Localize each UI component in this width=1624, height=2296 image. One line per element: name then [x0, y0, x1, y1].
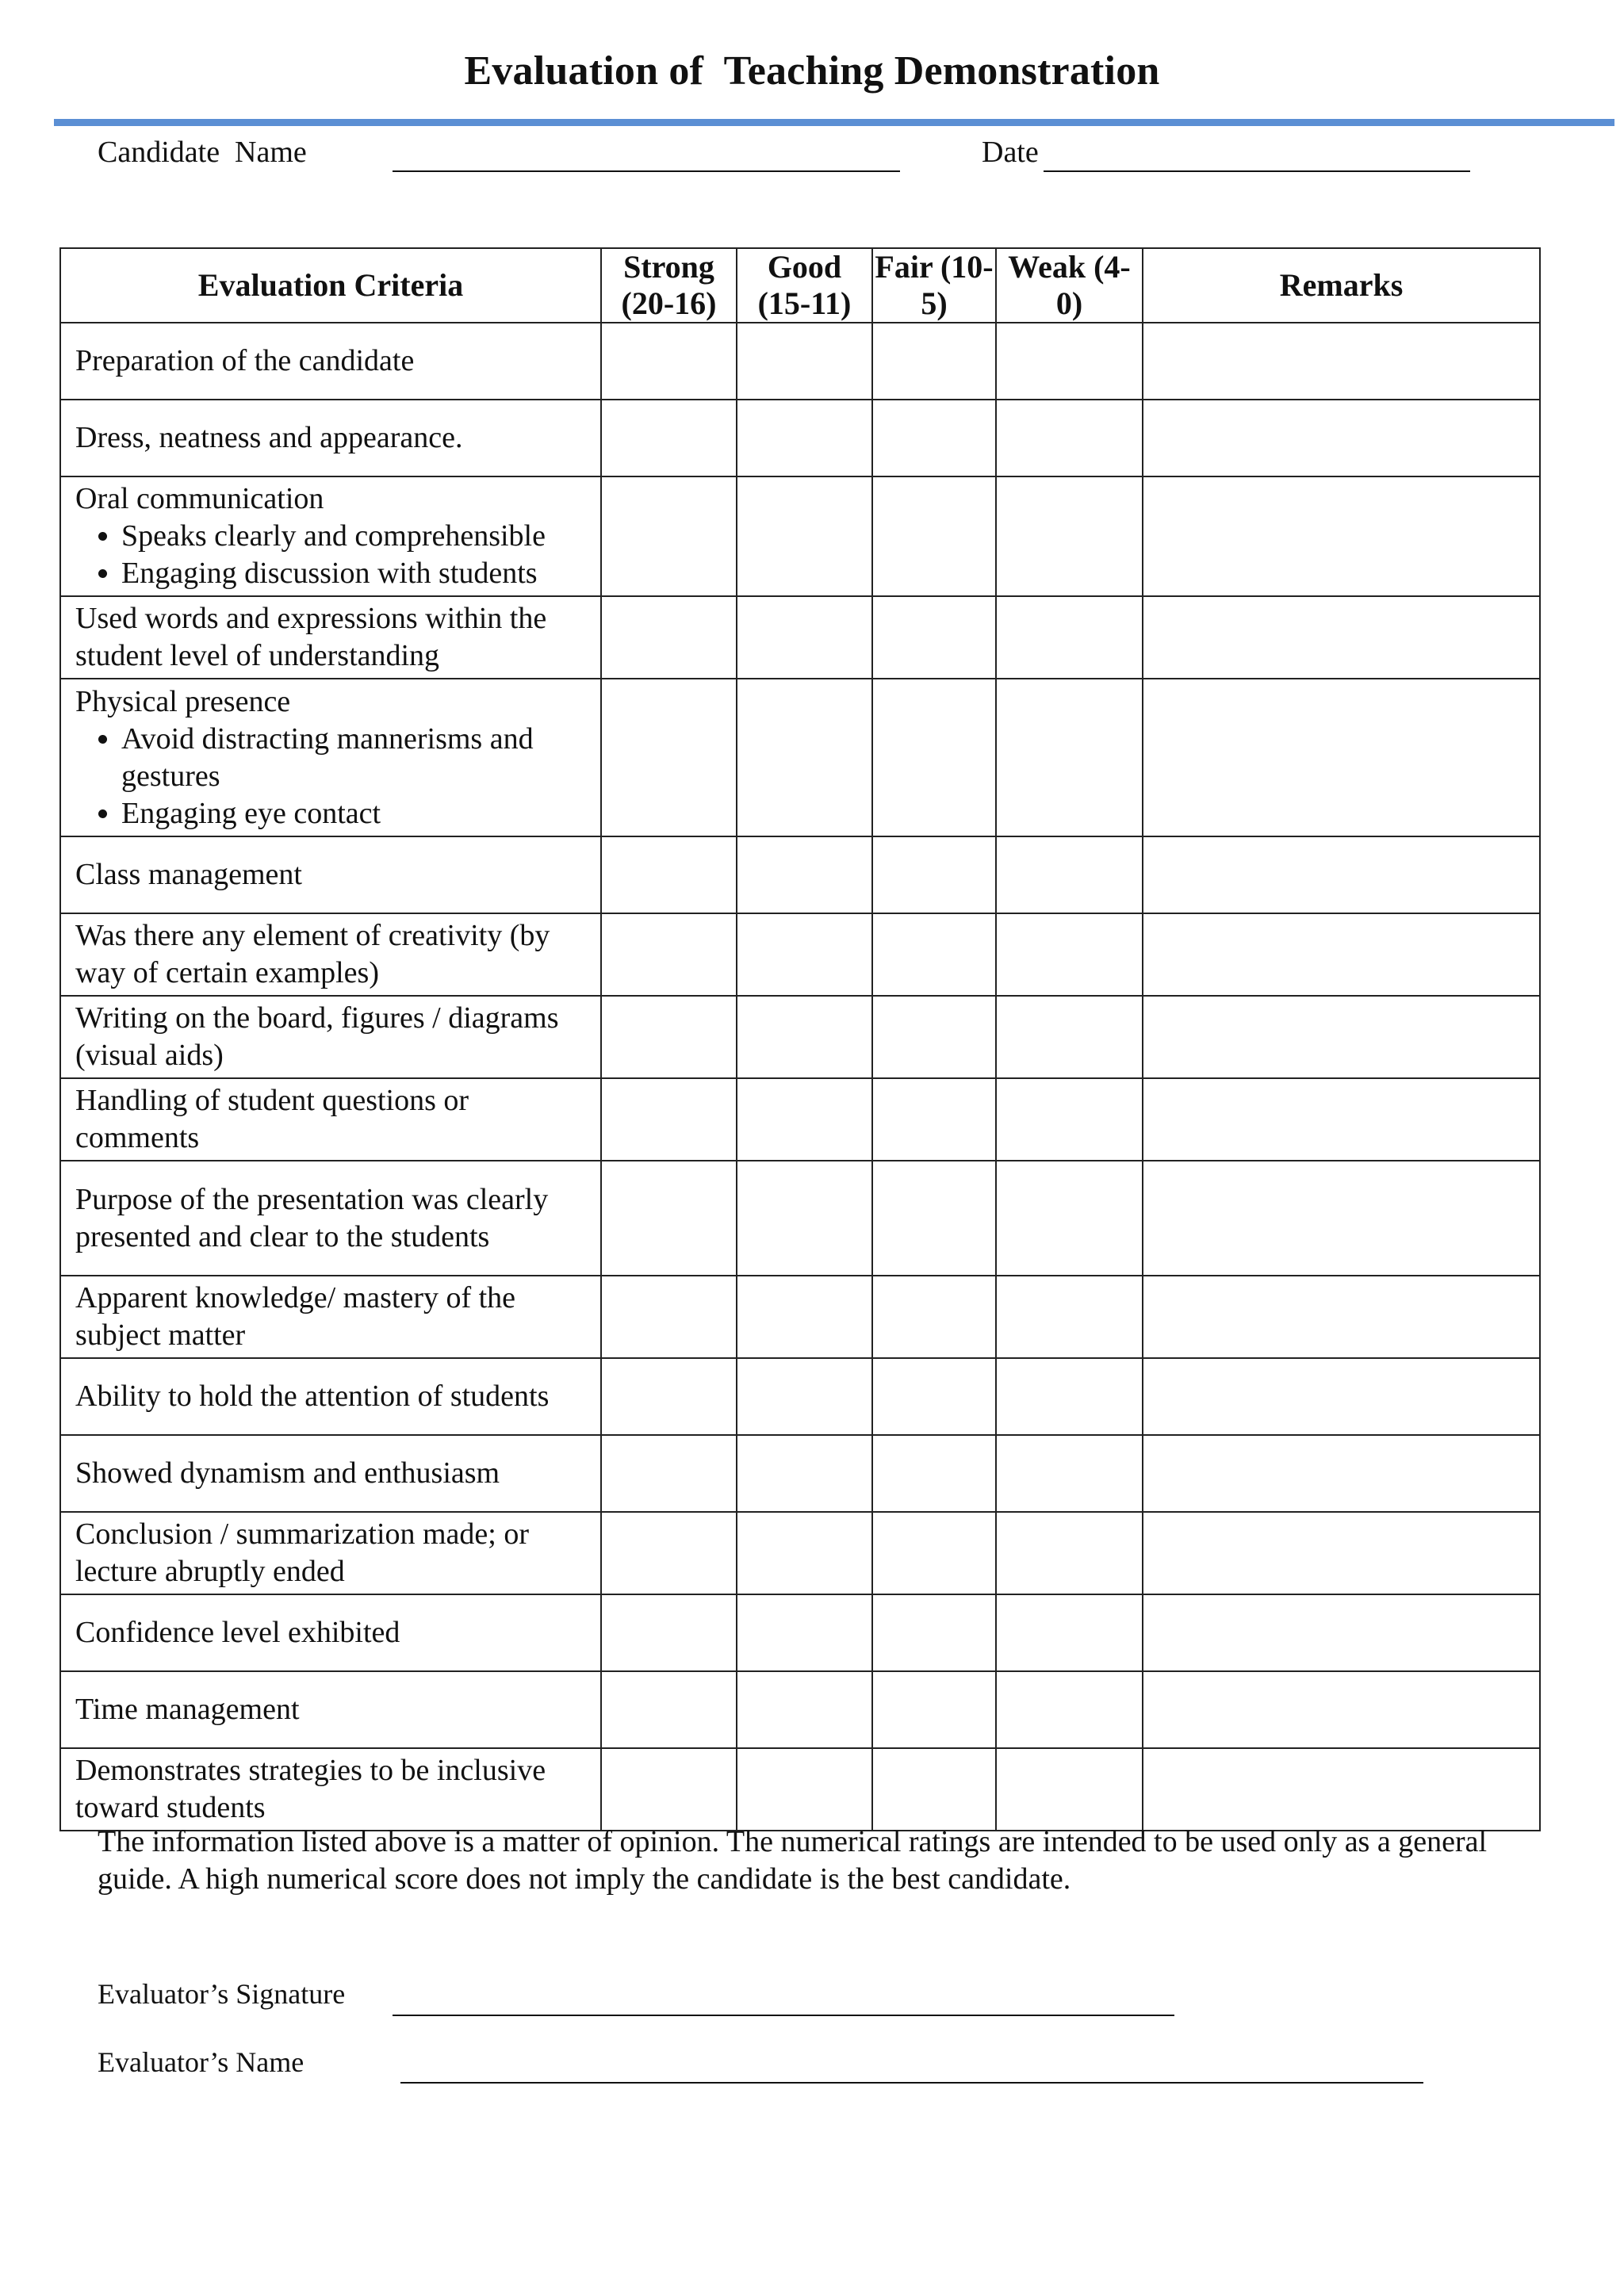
rating-cell-fair[interactable] — [872, 1358, 996, 1435]
rating-cell-fair[interactable] — [872, 323, 996, 400]
candidate-name-field[interactable] — [393, 170, 900, 172]
table-row — [60, 596, 1540, 679]
remarks-cell[interactable] — [1143, 1161, 1540, 1276]
rating-cell-strong[interactable] — [601, 1594, 737, 1671]
table-row — [60, 1276, 1540, 1358]
rating-cell-weak[interactable] — [996, 596, 1143, 679]
rating-cell-fair[interactable] — [872, 476, 996, 596]
table-row — [60, 1748, 1540, 1831]
criteria-cell — [60, 1276, 601, 1358]
table-row — [60, 996, 1540, 1078]
title-divider — [54, 119, 1614, 126]
remarks-cell[interactable] — [1143, 323, 1540, 400]
rating-cell-fair[interactable] — [872, 596, 996, 679]
criteria-label: Class management — [75, 858, 302, 891]
rating-cell-strong[interactable] — [601, 323, 737, 400]
table-row — [60, 1512, 1540, 1594]
rating-cell-good[interactable] — [737, 1748, 872, 1831]
rating-cell-strong[interactable] — [601, 679, 737, 836]
criteria-cell — [60, 679, 601, 836]
evaluator-name-label: Evaluator’s Name — [98, 2046, 304, 2078]
rating-cell-strong[interactable] — [601, 1078, 737, 1161]
criteria-label: Purpose of the presentation was clearly presented and clear to the students — [75, 1182, 549, 1253]
rating-cell-strong[interactable] — [601, 400, 737, 476]
remarks-cell[interactable] — [1143, 1078, 1540, 1161]
table-row — [60, 1435, 1540, 1512]
criteria-label: Demonstrates strategies to be inclusive toward students — [75, 1754, 546, 1824]
rating-cell-fair[interactable] — [872, 836, 996, 913]
rating-cell-weak[interactable] — [996, 400, 1143, 476]
remarks-cell[interactable] — [1143, 1435, 1540, 1512]
criteria-bullet: • Engaging discussion with students — [121, 555, 594, 592]
rating-cell-weak[interactable] — [996, 913, 1143, 996]
criteria-label: Was there any element of creativity (by way of certain examples) — [75, 919, 550, 989]
criteria-cell — [60, 1435, 601, 1512]
rating-cell-strong[interactable] — [601, 1671, 737, 1748]
table-row — [60, 1671, 1540, 1748]
rating-cell-good[interactable] — [737, 323, 872, 400]
criteria-bullet: • Engaging eye contact — [121, 795, 594, 832]
rating-cell-good[interactable] — [737, 1512, 872, 1594]
rating-cell-good[interactable] — [737, 596, 872, 679]
rating-cell-weak[interactable] — [996, 836, 1143, 913]
criteria-label: Physical presence — [75, 684, 291, 718]
header-fair: Fair (10-5) — [872, 248, 996, 323]
rating-cell-good[interactable] — [737, 1078, 872, 1161]
evaluator-signature-field[interactable] — [393, 2015, 1174, 2016]
criteria-cell — [60, 323, 601, 400]
table-row — [60, 836, 1540, 913]
rating-cell-fair[interactable] — [872, 1161, 996, 1276]
remarks-cell[interactable] — [1143, 476, 1540, 596]
criteria-cell — [60, 1358, 601, 1435]
evaluator-signature-label: Evaluator’s Signature — [98, 1978, 346, 2010]
rating-cell-good[interactable] — [737, 1594, 872, 1671]
remarks-cell[interactable] — [1143, 1276, 1540, 1358]
rating-cell-weak[interactable] — [996, 679, 1143, 836]
rating-cell-good[interactable] — [737, 836, 872, 913]
rating-cell-fair[interactable] — [872, 1435, 996, 1512]
rating-cell-weak[interactable] — [996, 1512, 1143, 1594]
criteria-cell — [60, 1512, 601, 1594]
rating-cell-good[interactable] — [737, 1671, 872, 1748]
criteria-bullet: • Avoid distracting mannerisms and gestures — [121, 721, 594, 795]
rating-cell-weak[interactable] — [996, 1078, 1143, 1161]
criteria-cell — [60, 400, 601, 476]
criteria-label: Showed dynamism and enthusiasm — [75, 1456, 500, 1490]
criteria-cell — [60, 596, 601, 679]
criteria-label: Ability to hold the attention of students — [75, 1380, 550, 1413]
rating-cell-fair[interactable] — [872, 1748, 996, 1831]
remarks-cell[interactable] — [1143, 1671, 1540, 1748]
table-row — [60, 679, 1540, 836]
rating-cell-good[interactable] — [737, 1276, 872, 1358]
rating-cell-good[interactable] — [737, 1358, 872, 1435]
rating-cell-fair[interactable] — [872, 1671, 996, 1748]
evaluator-name-field[interactable] — [400, 2082, 1423, 2084]
header-criteria: Evaluation Criteria — [60, 248, 601, 323]
rating-cell-weak[interactable] — [996, 476, 1143, 596]
rating-cell-strong[interactable] — [601, 1276, 737, 1358]
criteria-label: Time management — [75, 1693, 300, 1726]
remarks-cell[interactable] — [1143, 996, 1540, 1078]
rating-cell-weak[interactable] — [996, 1358, 1143, 1435]
rating-cell-weak[interactable] — [996, 323, 1143, 400]
rating-cell-weak[interactable] — [996, 1161, 1143, 1276]
table-row — [60, 476, 1540, 596]
table-header-row — [60, 248, 1540, 323]
table-row — [60, 1594, 1540, 1671]
criteria-label: Dress, neatness and appearance. — [75, 421, 463, 454]
criteria-cell — [60, 1594, 601, 1671]
criteria-cell — [60, 996, 601, 1078]
date-field[interactable] — [1044, 170, 1470, 172]
rating-cell-good[interactable] — [737, 400, 872, 476]
remarks-cell[interactable] — [1143, 913, 1540, 996]
candidate-name-label: Candidate Name — [98, 136, 307, 169]
criteria-cell — [60, 1748, 601, 1831]
rating-cell-weak[interactable] — [996, 1748, 1143, 1831]
remarks-cell[interactable] — [1143, 1594, 1540, 1671]
criteria-label: Oral communication — [75, 482, 324, 515]
rating-cell-fair[interactable] — [872, 1078, 996, 1161]
rating-cell-strong[interactable] — [601, 1512, 737, 1594]
criteria-body — [60, 323, 1540, 1831]
rating-cell-fair[interactable] — [872, 1512, 996, 1594]
rating-cell-strong[interactable] — [601, 596, 737, 679]
remarks-cell[interactable] — [1143, 679, 1540, 836]
criteria-label: Writing on the board, figures / diagrams (visual aids) — [75, 1001, 559, 1072]
rating-cell-good[interactable] — [737, 1435, 872, 1512]
remarks-cell[interactable] — [1143, 400, 1540, 476]
criteria-cell — [60, 476, 601, 596]
criteria-bullet-list — [75, 721, 594, 832]
rating-cell-good[interactable] — [737, 476, 872, 596]
header-remarks: Remarks — [1143, 248, 1540, 323]
criteria-bullet: • Speaks clearly and comprehensible — [121, 518, 594, 555]
criteria-label: Handling of student questions or comments — [75, 1084, 469, 1154]
criteria-cell — [60, 1078, 601, 1161]
remarks-cell[interactable] — [1143, 596, 1540, 679]
rating-cell-weak[interactable] — [996, 1435, 1143, 1512]
rating-cell-strong[interactable] — [601, 1358, 737, 1435]
rating-cell-strong[interactable] — [601, 1748, 737, 1831]
criteria-cell — [60, 913, 601, 996]
rating-cell-fair[interactable] — [872, 1594, 996, 1671]
header-strong: Strong (20-16) — [601, 248, 737, 323]
rating-cell-fair[interactable] — [872, 996, 996, 1078]
criteria-cell — [60, 836, 601, 913]
rating-cell-weak[interactable] — [996, 1276, 1143, 1358]
criteria-cell — [60, 1671, 601, 1748]
remarks-cell[interactable] — [1143, 1512, 1540, 1594]
rating-cell-fair[interactable] — [872, 679, 996, 836]
criteria-label: Apparent knowledge/ mastery of the subject matter — [75, 1281, 516, 1352]
rating-cell-strong[interactable] — [601, 476, 737, 596]
table-row — [60, 323, 1540, 400]
rating-cell-strong[interactable] — [601, 836, 737, 913]
remarks-cell[interactable] — [1143, 836, 1540, 913]
rating-cell-good[interactable] — [737, 679, 872, 836]
rating-cell-good[interactable] — [737, 913, 872, 996]
table-row — [60, 1161, 1540, 1276]
page-title: Evaluation of Teaching Demonstration — [464, 48, 1160, 94]
remarks-cell[interactable] — [1143, 1358, 1540, 1435]
rating-cell-strong[interactable] — [601, 913, 737, 996]
rating-cell-fair[interactable] — [872, 913, 996, 996]
criteria-label: Conclusion / summarization made; or lecture abruptly ended — [75, 1517, 530, 1588]
remarks-cell[interactable] — [1143, 1748, 1540, 1831]
criteria-label: Preparation of the candidate — [75, 344, 415, 377]
rating-cell-fair[interactable] — [872, 1276, 996, 1358]
rating-cell-weak[interactable] — [996, 996, 1143, 1078]
rating-cell-good[interactable] — [737, 1161, 872, 1276]
header-good: Good (15-11) — [737, 248, 872, 323]
disclaimer-note: The information listed above is a matter of opinion. The numerical ratings are intended to be used only as a general guide. A high numerical score does not imply the candidate is the best candidate. — [98, 1825, 1488, 1896]
evaluation-table — [59, 247, 1541, 1831]
rating-cell-strong[interactable] — [601, 1161, 737, 1276]
rating-cell-strong[interactable] — [601, 1435, 737, 1512]
rating-cell-weak[interactable] — [996, 1594, 1143, 1671]
criteria-label: Used words and expressions within the student level of understanding — [75, 602, 547, 672]
table-row — [60, 1078, 1540, 1161]
date-label: Date — [982, 136, 1039, 169]
table-row — [60, 913, 1540, 996]
rating-cell-weak[interactable] — [996, 1671, 1143, 1748]
rating-cell-strong[interactable] — [601, 996, 737, 1078]
criteria-bullet-list — [75, 518, 594, 592]
criteria-cell — [60, 1161, 601, 1276]
table-row — [60, 400, 1540, 476]
header-weak: Weak (4-0) — [996, 248, 1143, 323]
rating-cell-fair[interactable] — [872, 400, 996, 476]
criteria-label: Confidence level exhibited — [75, 1616, 400, 1649]
table-row — [60, 1358, 1540, 1435]
rating-cell-good[interactable] — [737, 996, 872, 1078]
